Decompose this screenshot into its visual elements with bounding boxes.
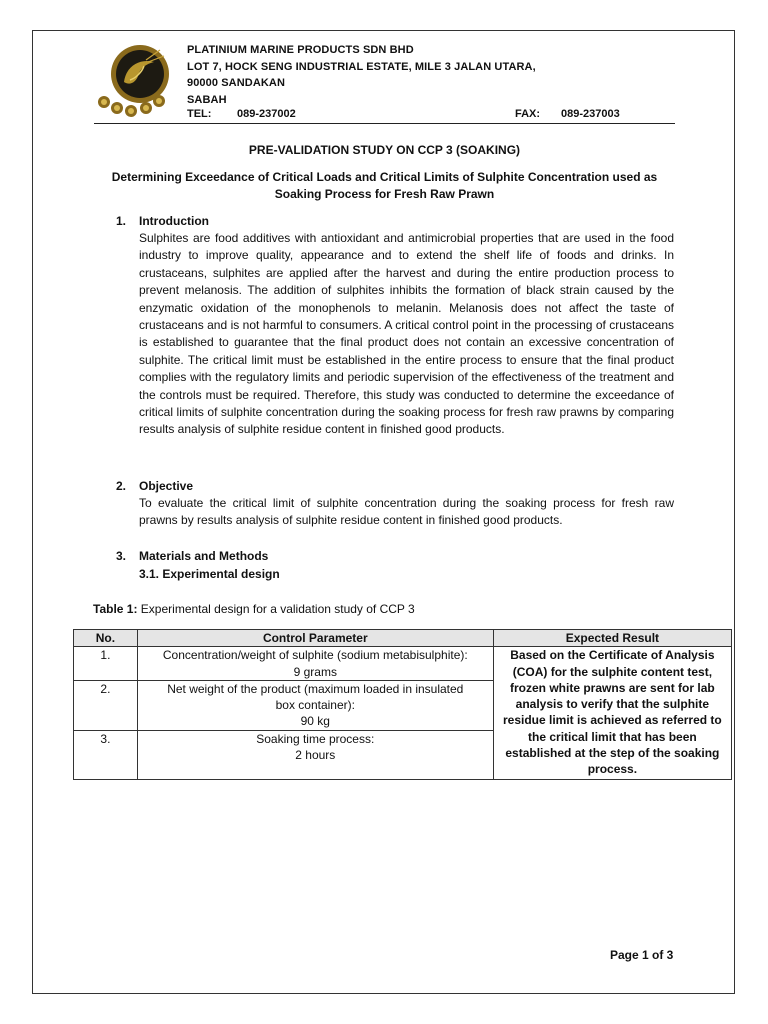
section-title-methods: Materials and Methods xyxy=(139,549,269,563)
table-header-expected-result: Expected Result xyxy=(493,630,731,647)
row-number: 2. xyxy=(74,680,138,730)
tel-label: TEL: xyxy=(187,108,212,120)
subtitle-line-1: Determining Exceedance of Critical Loads and Critical Limits of Sulphite Concentration used as xyxy=(111,170,658,184)
objective-paragraph: To evaluate the critical limit of sulphite concentration during the soaking process for fresh raw prawns by results analysis of sulphite residue content in finished good products. xyxy=(139,496,674,528)
subtitle-line-2: Soaking Process for Fresh Raw Prawn xyxy=(274,187,495,201)
table-caption-label: Table 1: xyxy=(93,602,138,616)
table-header-no: No. xyxy=(74,630,138,647)
parameter-line: Soaking time process: xyxy=(256,731,375,746)
section-title-introduction: Introduction xyxy=(139,214,209,228)
header-divider xyxy=(94,123,675,124)
company-name: PLATINIUM MARINE PRODUCTS SDN BHD xyxy=(187,44,414,56)
expected-result-cell: Based on the Certificate of Analysis (COA) for the sulphite content test, frozen white prawns are sent for lab analysis to verify that the sulphite residue limit is achieved as referred to the critical limit that has been established at the step of the soaking process. xyxy=(493,647,731,779)
table-caption xyxy=(93,602,415,616)
section-number-introduction: 1. xyxy=(116,214,127,228)
parameter-line: Net weight of the product (maximum loaded in insulated xyxy=(167,681,464,696)
page-number: Page 1 of 3 xyxy=(610,948,674,962)
table-caption-text: Experimental design for a validation study of CCP 3 xyxy=(137,602,415,616)
section-title-objective: Objective xyxy=(139,479,194,493)
document-title: PRE-VALIDATION STUDY ON CCP 3 (SOAKING) xyxy=(248,143,521,157)
parameter-line: 2 hours xyxy=(295,748,336,763)
address-line-3: SABAH xyxy=(187,93,227,106)
control-parameter-cell xyxy=(137,647,493,681)
section-number-objective: 2. xyxy=(116,479,127,493)
table-row xyxy=(74,647,732,681)
prawn-company-logo-icon xyxy=(96,42,176,122)
document-subtitle xyxy=(94,169,675,203)
row-number: 3. xyxy=(74,730,138,779)
address-line-1: LOT 7, HOCK SENG INDUSTRIAL ESTATE, MILE 3 JALAN UTARA, xyxy=(187,60,536,73)
fax-value: 089-237003 xyxy=(561,108,620,120)
control-parameter-cell xyxy=(137,730,493,779)
parameter-line: Concentration/weight of sulphite (sodium metabisulphite): xyxy=(162,648,468,663)
parameter-line: box container): xyxy=(275,698,355,713)
company-address-block xyxy=(187,42,536,108)
subsection-experimental-design: 3.1. Experimental design xyxy=(139,567,280,581)
row-number: 1. xyxy=(74,647,138,681)
control-parameter-cell xyxy=(137,680,493,730)
parameter-line: 90 kg xyxy=(300,714,330,729)
tel-value: 089-237002 xyxy=(237,108,296,120)
address-line-2: 90000 SANDAKAN xyxy=(187,77,285,89)
introduction-paragraph: Sulphites are food additives with antioxidant and antimicrobial properties that are used in the food industry to improve quality, appearance and to extend the shelf life of foods and drinks. In crustaceans, sulphites are applied after the harvest and during the entire production process to prevent melanosis. The addition of sulphites inhibits the formation of black strain caused by the enzymatic oxidation of the monophenols to melanin. Melanosis does not affect the taste of crustaceans and is not harmful to consumers. A critical control point in the processing of crustaceans is established to guarantee that the final product does not contain an excessive concentration of sulphite. The critical limit must be established in the entire process to ensure that the final product complies with the regulatory limits and periodic supervision of the effectiveness of the treatment and the controls must be required. Therefore, this study was conducted to determine the exceedance of critical limits of sulphite concentration during the soaking process for fresh raw prawns by comparing results analysis of sulphite residue content in finished good products. xyxy=(139,231,674,437)
table-header-control-parameter: Control Parameter xyxy=(137,630,493,647)
section-number-methods: 3. xyxy=(116,549,127,563)
parameter-line: 9 grams xyxy=(293,664,337,679)
fax-label: FAX: xyxy=(515,108,541,120)
experimental-design-table xyxy=(73,629,732,780)
